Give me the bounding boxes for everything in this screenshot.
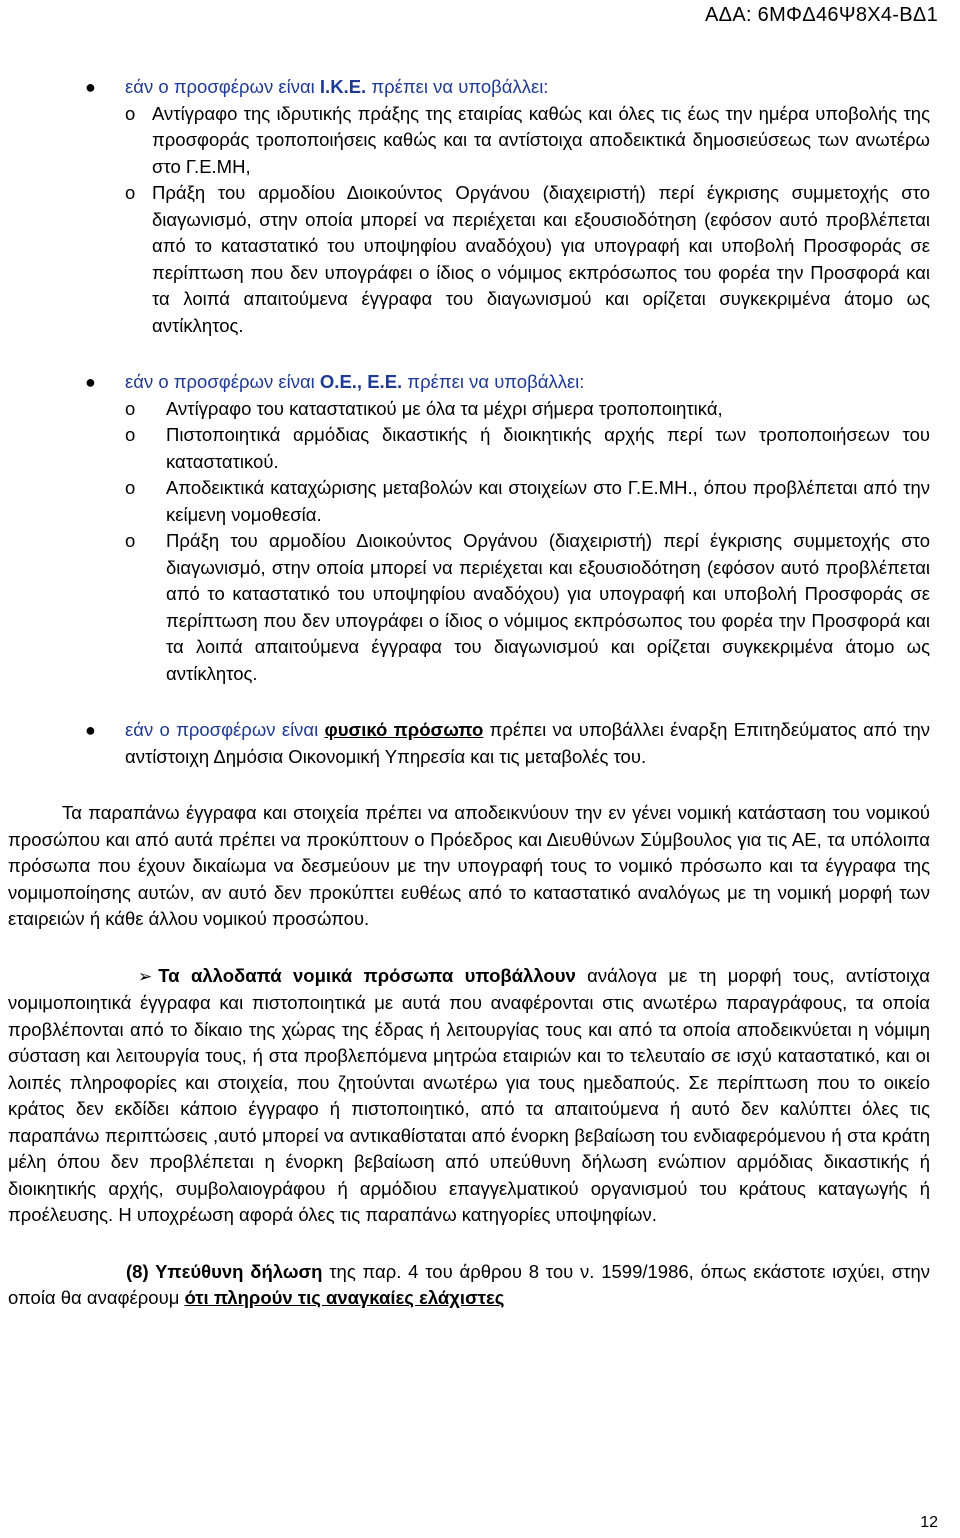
bullet-icon: ● <box>85 77 96 97</box>
ike-item-text: Πράξη του αρμοδίου Διοικούντος Οργάνου (διαχειριστή) περί έγκρισης συμμετοχής στο διαγωνισμό, στην οποία μπορεί να περιέχεται και εξουσιοδότηση (εφόσον αυτό προβλέπεται από το καταστατικό του υποψηφίου αναδόχου) για υπογραφή και υποβολή Προσφοράς σε περίπτωση που δεν υπογράφει ο ίδιος ο νόμιμος εκπρόσωπος του φορέα την Προσφορά και τα λοιπά απαιτούμενα έγγραφα του διαγωνισμού και ορίζεται συγκεκριμένα άτομο ως αντίκλητος. <box>152 182 930 336</box>
oe-item-text: Πιστοποιητικά αρμόδιας δικαστικής ή διοικητικής αρχής περί των τροποποιήσεων του καταστατικού. <box>166 424 930 472</box>
bullet-ike <box>0 74 960 101</box>
physical-rest: πρέπει να υποβάλλει έναρξη Επιτηδεύματος από την αντίστοιχη Δημόσια Οικονομική Υπηρεσία και τις μεταβολές του. <box>125 719 930 767</box>
foreign-entities-paragraph <box>0 963 960 1229</box>
oe-item <box>0 528 960 687</box>
oe-item <box>0 475 960 528</box>
oe-item-text: Αντίγραφο του καταστατικού με όλα τα μέχρι σήμερα τροποποιητικά, <box>166 397 723 419</box>
physical-bold: φυσικό πρόσωπο <box>324 719 484 740</box>
oe-item-text: Πράξη του αρμοδίου Διοικούντος Οργάνου (διαχειριστή) περί έγκρισης συμμετοχής στο διαγωνισμό, στην οποία μπορεί να περιέχεται και εξουσιοδότηση (εφόσον αυτό προβλέπεται από το καταστατικό του υποψηφίου αναδόχου) για υπογραφή και υποβολή Προσφοράς σε περίπτωση που δεν υπογράφει ο ίδιος ο νόμιμος εκπρόσωπος του φορέα την Προσφορά και τα λοιπά απαιτούμενα έγγραφα του διαγωνισμού και ορίζεται συγκεκριμένα άτομο ως αντίκλητος. <box>166 530 930 684</box>
declaration-paragraph <box>0 1259 960 1312</box>
oe-lead-end: πρέπει να υποβάλλει: <box>402 371 585 392</box>
para1-text: Τα παραπάνω έγγραφα και στοιχεία πρέπει να αποδεικνύουν την εν γένει νομική κατάσταση του νομικού προσώπου και από αυτά πρέπει να προκύπτουν ο Πρόεδρος και Διευθύνων Σύμβουλος για τις ΑΕ, τα υπόλοιπα πρόσωπα που έχουν δικαίωμα να δεσμεύουν με την υπογραφή τους το νομικό πρόσωπο και τα έγγραφα της νομιμοποίησης αυτών, αν αυτό δεν προκύπτει ευθέως από το καταστατικό αναλόγως με τη νομική μορφή των εταιρειών ή κάθε άλλου νομικού προσώπου. <box>8 802 930 929</box>
circle-bullet-icon: o <box>125 182 136 203</box>
oe-item-text: Αποδεικτικά καταχώρισης μεταβολών και στοιχείων στο Γ.Ε.ΜΗ., όπου προβλέπεται από την κείμενη νομοθεσία. <box>166 477 930 525</box>
ike-lead-end: πρέπει να υποβάλλει: <box>366 76 549 97</box>
ike-item <box>0 180 960 339</box>
decl-bold-underline: ότι πληρούν τις αναγκαίες ελάχιστες <box>184 1287 505 1308</box>
ike-lead-bold: Ι.Κ.Ε. <box>319 76 367 97</box>
circle-bullet-icon: o <box>125 530 136 551</box>
physical-lead: εάν ο προσφέρων είναι <box>125 719 325 740</box>
ike-lead: εάν ο προσφέρων είναι <box>125 76 320 97</box>
foreign-bold: Τα αλλοδαπά νομικά πρόσωπα υποβάλλουν <box>158 964 576 986</box>
circle-bullet-icon: o <box>125 102 136 124</box>
bullet-icon: ● <box>85 372 96 392</box>
oe-item <box>0 422 960 475</box>
bullet-oe <box>0 369 960 396</box>
bullet-icon: ● <box>85 720 96 740</box>
oe-lead: εάν ο προσφέρων είναι <box>125 371 320 392</box>
oe-lead-bold: Ο.Ε., Ε.Ε. <box>319 371 403 392</box>
decl-rest: της παρ. 4 του άρθρου 8 του ν. 1599/1986, όπως εκάστοτε ισχύει, στην οποία θα αναφέρουμ <box>8 1260 930 1308</box>
legal-status-paragraph <box>0 800 960 933</box>
circle-bullet-icon: o <box>125 424 136 445</box>
ike-item-text: Αντίγραφο της ιδρυτικής πράξης της εταιρίας καθώς και όλες τις έως την ημέρα υποβολής της προσφοράς τροποποιήσεις καθώς και τα αντίστοιχα αποδεικτικά δημοσιεύσεως των ανωτέρω στο Γ.Ε.ΜΗ, <box>152 102 930 177</box>
oe-item <box>0 396 960 423</box>
circle-bullet-icon: o <box>125 477 136 498</box>
page-number: 12 <box>920 1514 938 1531</box>
decl-bold: (8) Υπεύθυνη δήλωση <box>126 1260 323 1282</box>
foreign-rest: ανάλογα με τη μορφή τους, αντίστοιχα νομιμοποιητικά έγγραφα και πιστοποιητικά με αυτά που αναφέρονται στις ανωτέρω παραγράφους, τα οποία προβλέπονται από το δίκαιο της χώρας της έδρας ή λειτουργίας τους και από τα οποία αποδεικνύεται η νόμιμη σύσταση και λειτουργία τους, ή στα προβλεπόμενα μητρώα εταιριών και το τελευταίο σε ισχύ καταστατικό, και οι λοιπές πληροφορίες και στοιχεία, που ζητούνται ανωτέρω για τους ημεδαπούς. Σε περίπτωση που το οικείο κράτος δεν εκδίδει κάποιο έγγραφο ή πιστοποιητικό, από τα απαιτούμενα ή αυτό δεν καλύπτει όλες τις παραπάνω περιπτώσεις ,αυτό μπορεί να αντικαθίσταται από ένορκη βεβαίωση του ενδιαφερόμενου ή στα κράτη μέλη όπου δεν προβλέπεται η ένορκη βεβαίωση από υπεύθυνη δήλωση ενώπιον αρμόδιας δικαστικής ή διοικητικής αρχής, συμβολαιογράφου ή αρμόδιου επαγγελματικού οργανισμού του κράτους καταγωγής ή προέλευσης. Η υποχρέωση αφορά όλες τις παραπάνω κατηγορίες υποψηφίων. <box>8 964 930 1225</box>
arrow-bullet-icon: ➢ <box>138 966 153 986</box>
ada-code: ΑΔΑ: 6ΜΦΔ46Ψ8Χ4-ΒΔ1 <box>705 4 938 26</box>
ike-item <box>0 101 960 181</box>
circle-bullet-icon: o <box>125 397 136 419</box>
document-body <box>0 74 960 1312</box>
bullet-physical <box>0 717 960 770</box>
